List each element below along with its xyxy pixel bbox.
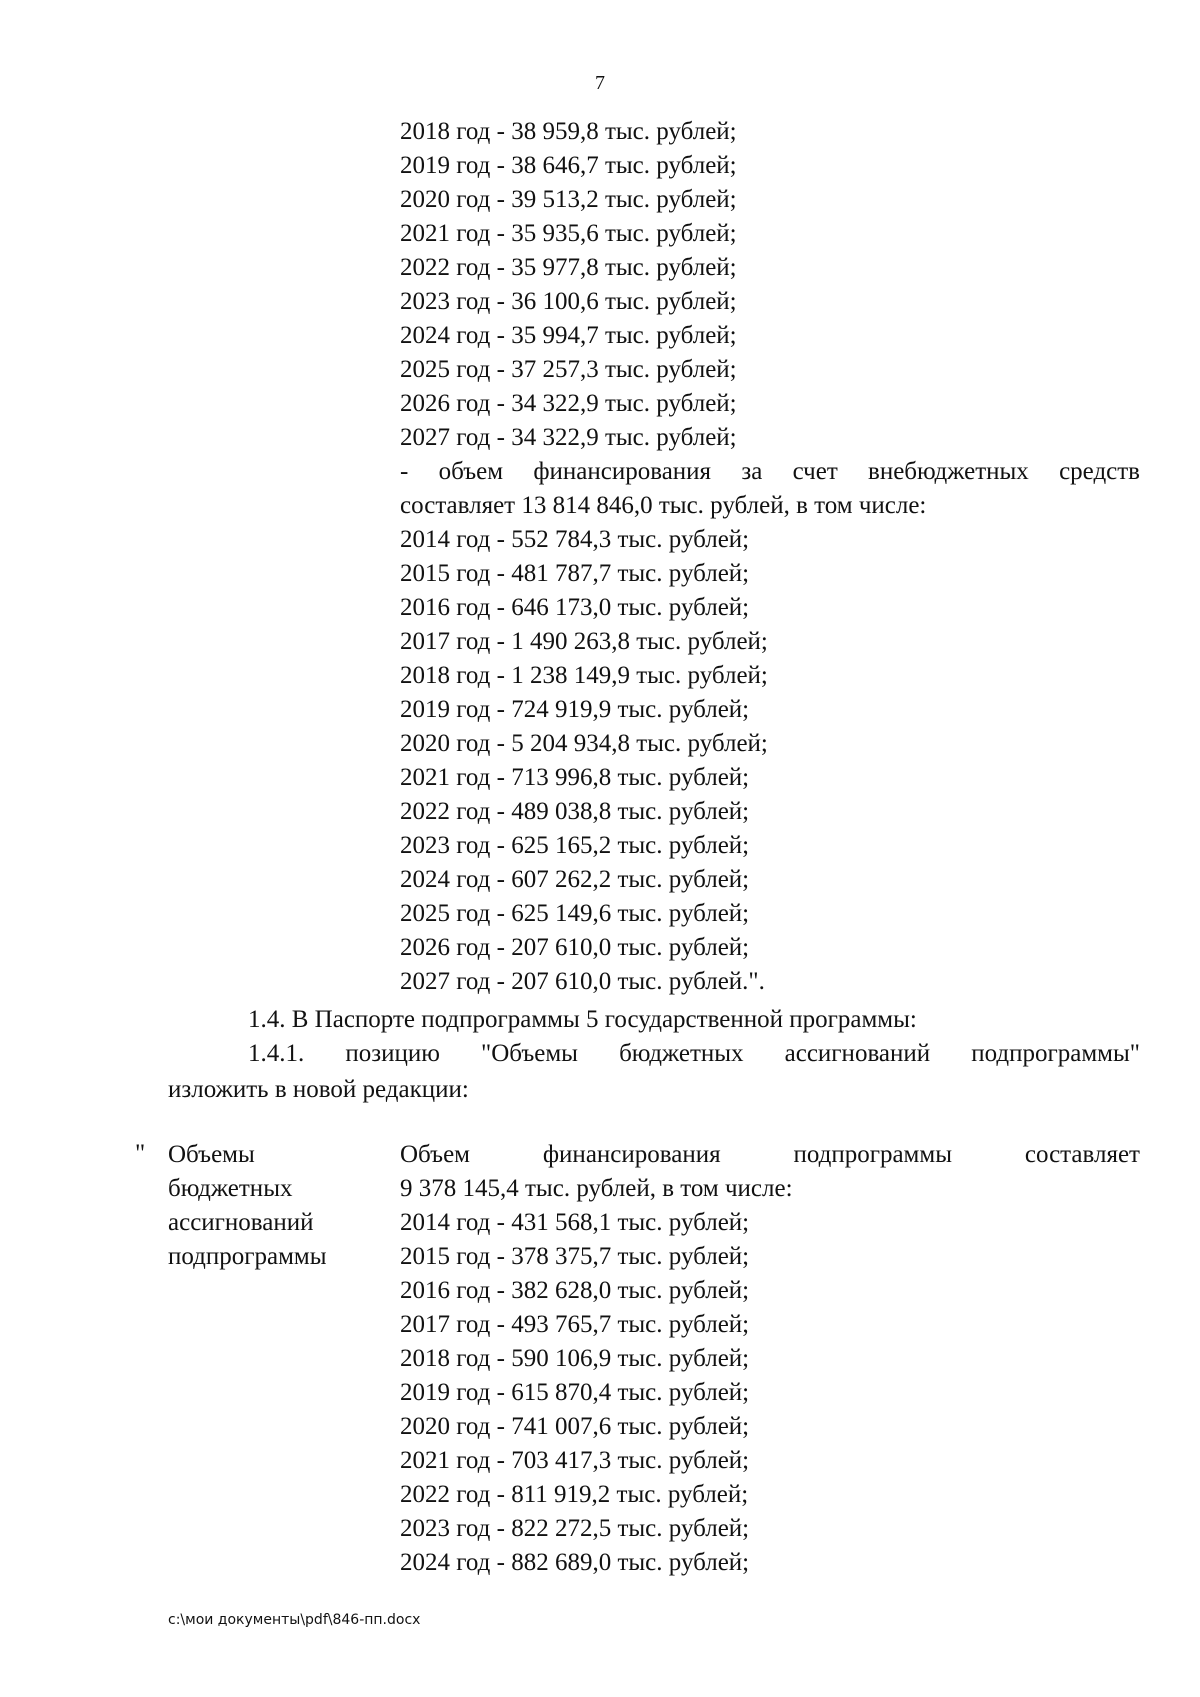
section-1-4-1-line-1 — [248, 1037, 1140, 1071]
list-item: 2018 год - 1 238 149,9 тыс. рублей; — [400, 662, 768, 689]
list-item: 2024 год - 35 994,7 тыс. рублей; — [400, 322, 737, 349]
word: внебюджетных — [868, 458, 1029, 485]
list-item: 2016 год - 646 173,0 тыс. рублей; — [400, 594, 750, 621]
table-intro-line-1 — [400, 1138, 1140, 1172]
word: - — [400, 458, 409, 485]
list-item: 2023 год - 822 272,5 тыс. рублей; — [400, 1515, 750, 1542]
list-item: 2018 год - 38 959,8 тыс. рублей; — [400, 118, 737, 145]
list-item: 2015 год - 378 375,7 тыс. рублей; — [400, 1243, 750, 1270]
list-item: 2020 год - 741 007,6 тыс. рублей; — [400, 1413, 750, 1440]
list-item: 2025 год - 37 257,3 тыс. рублей; — [400, 356, 737, 383]
word: за — [741, 458, 763, 485]
list-item: 2014 год - 552 784,3 тыс. рублей; — [400, 526, 750, 553]
list-item: 2014 год - 431 568,1 тыс. рублей; — [400, 1209, 750, 1236]
list-item: 2023 год - 625 165,2 тыс. рублей; — [400, 832, 750, 859]
file-path-footer: c:\мои документы\pdf\846-пп.docx — [168, 1612, 421, 1628]
page-number: 7 — [595, 72, 605, 94]
list-item: 2015 год - 481 787,7 тыс. рублей; — [400, 560, 750, 587]
word: счет — [792, 458, 838, 485]
list-item: 2026 год - 34 322,9 тыс. рублей; — [400, 390, 737, 417]
list-item: 2021 год - 703 417,3 тыс. рублей; — [400, 1447, 750, 1474]
list-item: 2027 год - 34 322,9 тыс. рублей; — [400, 424, 737, 451]
list-item: 2020 год - 39 513,2 тыс. рублей; — [400, 186, 737, 213]
word: подпрограммы — [793, 1141, 952, 1168]
list-item: 2020 год - 5 204 934,8 тыс. рублей; — [400, 730, 768, 757]
offbudget-line-2: составляет 13 814 846,0 тыс. рублей, в том числе: — [400, 492, 927, 519]
word: позицию — [345, 1040, 440, 1067]
label-line: Объемы — [168, 1141, 255, 1168]
list-item: 2018 год - 590 106,9 тыс. рублей; — [400, 1345, 750, 1372]
list-item: 2024 год - 607 262,2 тыс. рублей; — [400, 866, 750, 893]
list-item: 2024 год - 882 689,0 тыс. рублей; — [400, 1549, 750, 1576]
table-intro-line-2: 9 378 145,4 тыс. рублей, в том числе: — [400, 1175, 793, 1202]
label-line: подпрограммы — [168, 1243, 327, 1270]
section-1-4-1-line-2: изложить в новой редакции: — [168, 1076, 469, 1103]
word: составляет — [1024, 1141, 1140, 1168]
list-item: 2025 год - 625 149,6 тыс. рублей; — [400, 900, 750, 927]
offbudget-line-1 — [400, 455, 1140, 489]
word: подпрограммы" — [971, 1040, 1140, 1067]
list-item: 2019 год - 38 646,7 тыс. рублей; — [400, 152, 737, 179]
list-item: 2022 год - 35 977,8 тыс. рублей; — [400, 254, 737, 281]
list-item: 2016 год - 382 628,0 тыс. рублей; — [400, 1277, 750, 1304]
list-item: 2027 год - 207 610,0 тыс. рублей.". — [400, 968, 765, 995]
list-item: 2019 год - 615 870,4 тыс. рублей; — [400, 1379, 750, 1406]
list-item: 2019 год - 724 919,9 тыс. рублей; — [400, 696, 750, 723]
table-label — [168, 1138, 378, 1274]
list-item: 2026 год - 207 610,0 тыс. рублей; — [400, 934, 750, 961]
label-line: ассигнований — [168, 1209, 314, 1236]
list-item: 2023 год - 36 100,6 тыс. рублей; — [400, 288, 737, 315]
list-item: 2022 год - 489 038,8 тыс. рублей; — [400, 798, 750, 825]
word: 1.4.1. — [248, 1040, 305, 1067]
list-item: 2017 год - 1 490 263,8 тыс. рублей; — [400, 628, 768, 655]
label-line: бюджетных — [168, 1175, 293, 1202]
opening-quote: " — [135, 1140, 146, 1167]
list-item: 2017 год - 493 765,7 тыс. рублей; — [400, 1311, 750, 1338]
list-item: 2022 год - 811 919,2 тыс. рублей; — [400, 1481, 749, 1508]
word: "Объемы — [480, 1040, 578, 1067]
word: объем — [438, 458, 504, 485]
word: Объем — [400, 1141, 470, 1168]
word: средств — [1059, 458, 1140, 485]
word: ассигнований — [784, 1040, 931, 1067]
section-1-4: 1.4. В Паспорте подпрограммы 5 государственной программы: — [248, 1006, 917, 1033]
word: финансирования — [542, 1141, 721, 1168]
list-item: 2021 год - 35 935,6 тыс. рублей; — [400, 220, 737, 247]
list-item: 2021 год - 713 996,8 тыс. рублей; — [400, 764, 750, 791]
word: финансирования — [533, 458, 712, 485]
word: бюджетных — [619, 1040, 744, 1067]
